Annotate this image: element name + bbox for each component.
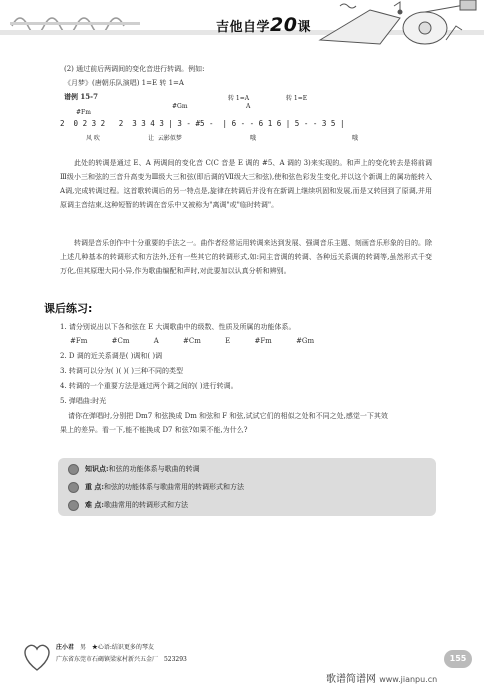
reader-address: 广东省东莞市石碣镇梁家村新兴五金厂 xyxy=(56,656,159,663)
summary-box xyxy=(58,458,436,516)
modulation-mark: 转 1=A xyxy=(228,95,250,102)
reader-postcode: 523293 xyxy=(163,656,187,663)
page-header xyxy=(0,0,484,50)
exercise-chords xyxy=(60,336,420,347)
bullet-icon xyxy=(68,500,79,511)
summary-row xyxy=(68,497,428,513)
exercise-note: 果上的差异。看一下,能不能换成 D7 和弦?如果不能,为什么? xyxy=(60,426,248,434)
exercise-item: 5. 弹唱曲:时光 xyxy=(60,397,107,405)
site-watermark xyxy=(326,670,437,685)
title-prefix: 吉他自学 xyxy=(216,20,271,35)
footer-line-1 xyxy=(56,642,154,651)
watermark-name: 歌谱简谱网 xyxy=(326,674,376,685)
exercises-title: 课后练习: xyxy=(44,302,93,315)
summary-key: 知识点: xyxy=(85,464,109,473)
summary-text: 和弦的功能体系与歌曲的转调 xyxy=(108,465,200,473)
paragraph-2-text: 转调是音乐创作中十分重要的手法之一。曲作者经常运用转调来达到发展、强调音乐主题、刻画音乐形象的目的。除上述几种基本的转调形式和方法外,还有一些其它的转调形式,如:同主音调的转调、各种远关系调的转调等,虽然形式千变万化,但其原理大同小异,作为歌曲编配和声时,对此要加以认真分析和辨别。 xyxy=(60,239,432,275)
song-line: 《月梦》(唐朝乐队演唱) 1=E 转 1=A xyxy=(64,79,184,87)
exercise-item: 4. 转调的一个重要方法是通过两个调之间的( )进行转调。 xyxy=(60,382,238,390)
chord: A xyxy=(153,337,159,345)
paragraph-1-text: 此处的转调是通过 E、A 两调间的变化音 C(C 音是 E 调的 #5、A 调的 3)来实现的。和声上的变化转去是将前调Ⅲ级小三和弦的三音升高变为Ⅲ级大三和弦(即后调的Ⅶ级大三和弦),使和弦色彩发生变化,并以这个新调上的属功能转入A调,完成转调过程。这首歌转调后的另一特点是,旋律在转调后并没有在新调上继续巩固和发展,而是又转回到了原调,并用原调主音结束,这种短暂的转调在音乐中又被称为"离调"或"临时转调"。 xyxy=(60,159,432,209)
chord-label: #Fm xyxy=(76,109,91,116)
chord: #Cm xyxy=(183,337,201,345)
exercise-note: 请你在弹唱时,分别把 Dm7 和弦换成 Dm 和弦和 F 和弦,试试它们的相似之处和不同之处,感觉一下其效 xyxy=(68,412,388,420)
summary-key: 难 点: xyxy=(85,500,105,509)
footer-reader-info xyxy=(20,640,250,676)
title-number: 20 xyxy=(270,14,298,36)
summary-text: 歌曲常用的转调形式和方法 xyxy=(104,501,189,509)
lyrics: 哦 xyxy=(352,135,359,142)
intro-line: (2) 通过前后两调间的变化音进行转调。例如: xyxy=(64,65,205,73)
summary-key: 重 点: xyxy=(85,482,105,491)
chord-label: #Gm xyxy=(172,103,188,110)
page-number: 155 xyxy=(444,650,472,668)
lyrics: 哦 xyxy=(250,135,257,142)
bullet-icon xyxy=(68,464,79,475)
example-label: 谱例 15-7 xyxy=(64,92,98,101)
exercise-item: 2. D 调的近关系调是( )调和( )调 xyxy=(60,352,163,360)
footer-line-2 xyxy=(56,654,187,663)
score-notes: 2 0 2 3 2 2 3 3 4 3 | 3 - #5 - | 6 - - 6 1 6 | 5 - - 3 5 | xyxy=(60,119,345,128)
paragraph-2 xyxy=(60,236,432,278)
reader-gender: 男 xyxy=(79,644,86,651)
watermark-url: www.jianpu.cn xyxy=(379,675,438,684)
title-suffix: 课 xyxy=(297,20,311,35)
modulation-mark: 转 1=E xyxy=(286,95,308,102)
chord: #Fm xyxy=(70,337,88,345)
chord-label: A xyxy=(246,103,251,110)
lyrics: 让 云影似梦 xyxy=(148,135,182,142)
summary-text: 和弦的功能体系与歌曲常用的转调形式和方法 xyxy=(104,483,245,491)
chord: #Gm xyxy=(296,337,315,345)
lyrics: 风 吹 xyxy=(86,135,100,142)
exercise-item: 3. 转调可以分为( )( )( )三种不同的类型 xyxy=(60,367,183,375)
chord: E xyxy=(225,337,231,345)
chord: #Fm xyxy=(254,337,272,345)
music-score xyxy=(60,93,432,145)
reader-name: 庄小君 xyxy=(56,644,75,651)
reader-motto: ★心语:结识更多的琴友 xyxy=(91,644,154,651)
bullet-icon xyxy=(68,482,79,493)
summary-row xyxy=(68,461,428,477)
guitar-illustration-icon xyxy=(310,0,480,50)
paragraph-1 xyxy=(60,156,432,212)
heart-icon xyxy=(20,640,54,674)
summary-row xyxy=(68,479,428,495)
exercise-item: 1. 请分别说出以下各和弦在 E 大调歌曲中的级数、性质及所属的功能体系。 xyxy=(60,323,296,331)
header-pattern-icon xyxy=(10,8,140,30)
page-title xyxy=(216,14,311,36)
chord: #Cm xyxy=(111,337,130,345)
